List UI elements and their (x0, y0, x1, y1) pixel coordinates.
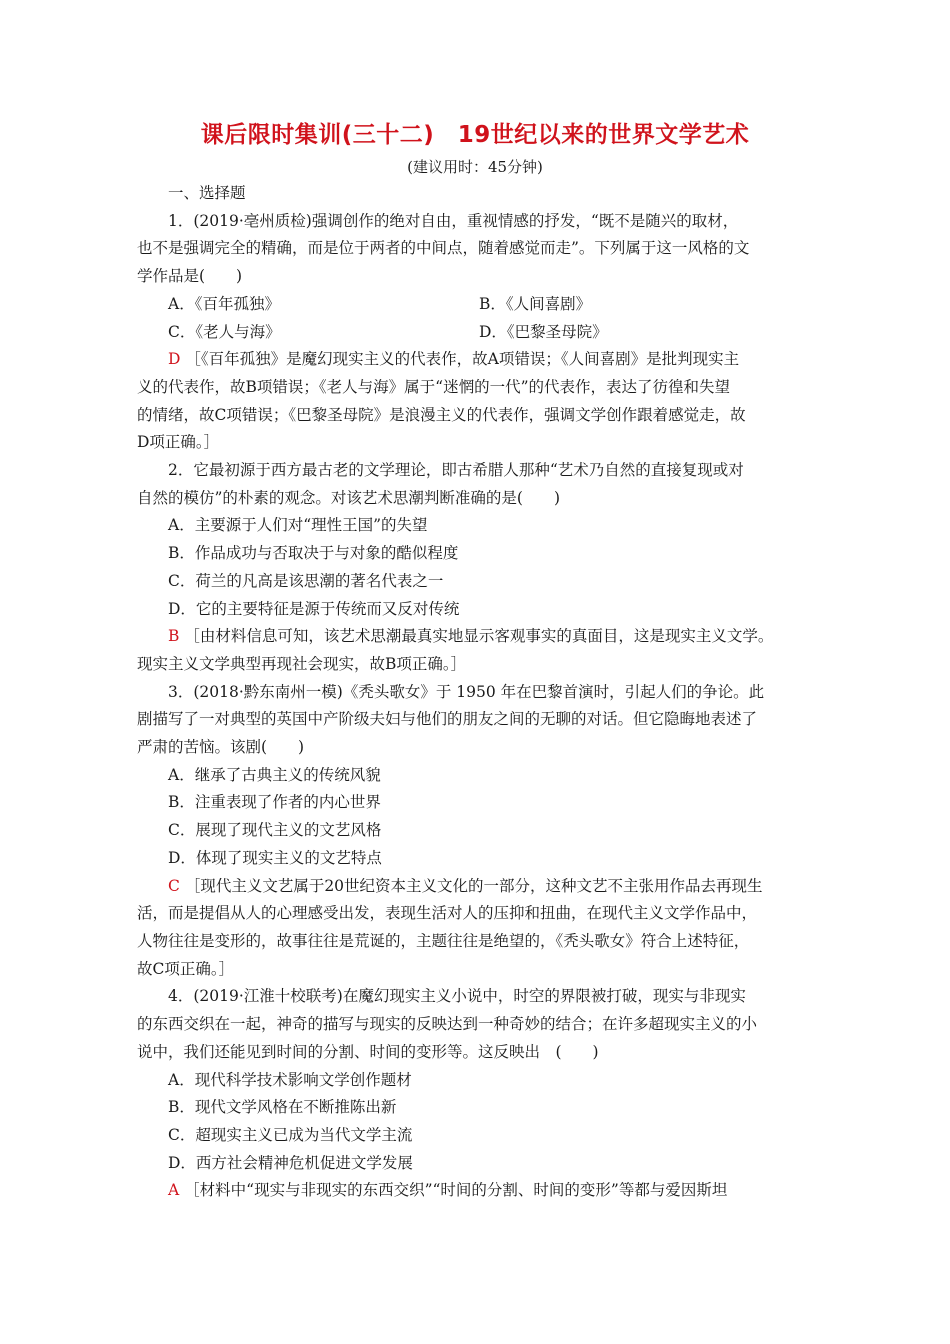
option-row (137, 291, 827, 319)
question-text-line: 自然的模仿”的朴素的观念。对该艺术思潮判断准确的是( ) (137, 488, 561, 507)
answer-letter: A (168, 1181, 180, 1200)
document-body (137, 180, 827, 1205)
option-d: D．它的主要特征是源于传统而又反对传统 (168, 599, 460, 618)
suggested-time: (建议用时：45分钟) (407, 158, 543, 176)
option-row (137, 319, 827, 347)
answer-explanation-line: 义的代表作，故B项错误；《老人与海》属于“迷惘的一代”的代表作，表达了彷徨和失望 (137, 377, 730, 396)
answer-explanation-line: 故C项正确。］ (137, 959, 235, 978)
answer-explanation-line: D项正确。］ (137, 433, 220, 452)
section-heading: 一、选择题 (168, 184, 246, 202)
answer-explanation-line: D ［《百年孤独》是魔幻现实主义的代表作，故A项错误；《人间喜剧》是批判现实主 (168, 350, 740, 369)
answer-explanation-line: B ［由材料信息可知，该艺术思潮最真实地显示客观事实的真面目，这是现实主义文学。 (168, 627, 774, 646)
answer-letter: C (168, 876, 180, 895)
answer-explanation-line: 的情绪，故C项错误；《巴黎圣母院》是浪漫主义的代表作，强调文学创作跟着感觉走，故 (137, 405, 746, 424)
question-text-line: 也不是强调完全的精确，而是位于两者的中间点，随着感觉而走”。下列属于这一风格的文 (137, 239, 750, 258)
option-b: B．注重表现了作者的内心世界 (168, 793, 381, 812)
option-b: B．作品成功与否取决于与对象的酷似程度 (168, 544, 459, 563)
question-text-line: 说中，我们还能见到时间的分割、时间的变形等。这反映出 ( ) (137, 1042, 599, 1061)
question-2 (137, 457, 827, 679)
answer-explanation-line: A ［材料中“现实与非现实的东西交织”“时间的分割、时间的变形”等都与爱因斯坦 (168, 1181, 728, 1200)
option-b: B．现代文学风格在不断推陈出新 (168, 1098, 397, 1117)
option-a: A．现代科学技术影响文学创作题材 (168, 1070, 412, 1089)
answer-explanation-line: 活，而是提倡从人的心理感受出发，表现生活对人的压抑和扭曲，在现代主义文学作品中， (137, 904, 758, 923)
option-c: C．超现实主义已成为当代文学主流 (168, 1125, 413, 1144)
question-text-line: 2．它最初源于西方最古老的文学理论，即古希腊人那种“艺术乃自然的直接复现或对 (168, 461, 744, 480)
option-c: C．荷兰的凡高是该思潮的著名代表之一 (168, 571, 444, 590)
option-b: B．《人间喜剧》 (479, 294, 592, 313)
option-a: A．《百年孤独》 (168, 294, 280, 313)
option-d: D．体现了现实主义的文艺特点 (168, 848, 382, 867)
option-c: C．《老人与海》 (168, 322, 281, 341)
question-text-line: 3．(2018·黔东南州一模)《秃头歌女》于 1950 年在巴黎首演时，引起人们的争论。此 (168, 682, 765, 701)
option-a: A．主要源于人们对“理性王国”的失望 (168, 516, 428, 535)
answer-explanation-line: 现实主义文学典型再现社会现实，故B项正确。］ (137, 654, 467, 673)
answer-explanation-line: 人物往往是变形的，故事往往是荒诞的，主题往往是绝望的，《秃头歌女》符合上述特征， (137, 931, 750, 950)
question-1 (137, 208, 827, 457)
question-text-line: 剧描写了一对典型的英国中产阶级夫妇与他们的朋友之间的无聊的对话。但它隐晦地表述了 (137, 710, 758, 729)
answer-letter: D (168, 350, 181, 369)
option-d: D．《巴黎圣母院》 (479, 322, 608, 341)
question-4 (137, 983, 827, 1205)
option-a: A．继承了古典主义的传统风貌 (168, 765, 381, 784)
question-text-line: 的东西交织在一起，神奇的描写与现实的反映达到一种奇妙的结合；在许多超现实主义的小 (137, 1015, 758, 1034)
answer-letter: B (168, 627, 180, 646)
question-text-line: 学作品是( ) (137, 267, 243, 286)
option-c: C．展现了现代主义的文艺风格 (168, 821, 382, 840)
option-d: D．西方社会精神危机促进文学发展 (168, 1153, 413, 1172)
page-title: 课后限时集训(三十二) 19世纪以来的世界文学艺术 (200, 122, 750, 148)
question-text-line: 4．(2019·江淮十校联考)在魔幻现实主义小说中，时空的界限被打破，现实与非现实 (168, 987, 746, 1006)
question-text-line: 严肃的苦恼。该剧( ) (137, 738, 305, 757)
answer-explanation-line: C ［现代主义文艺属于20世纪资本主义文化的一部分，这种文艺不主张用作品去再现生 (168, 876, 763, 895)
question-3 (137, 679, 827, 984)
question-text-line: 1．(2019·亳州质检)强调创作的绝对自由，重视情感的抒发，“既不是随兴的取材， (168, 211, 739, 230)
